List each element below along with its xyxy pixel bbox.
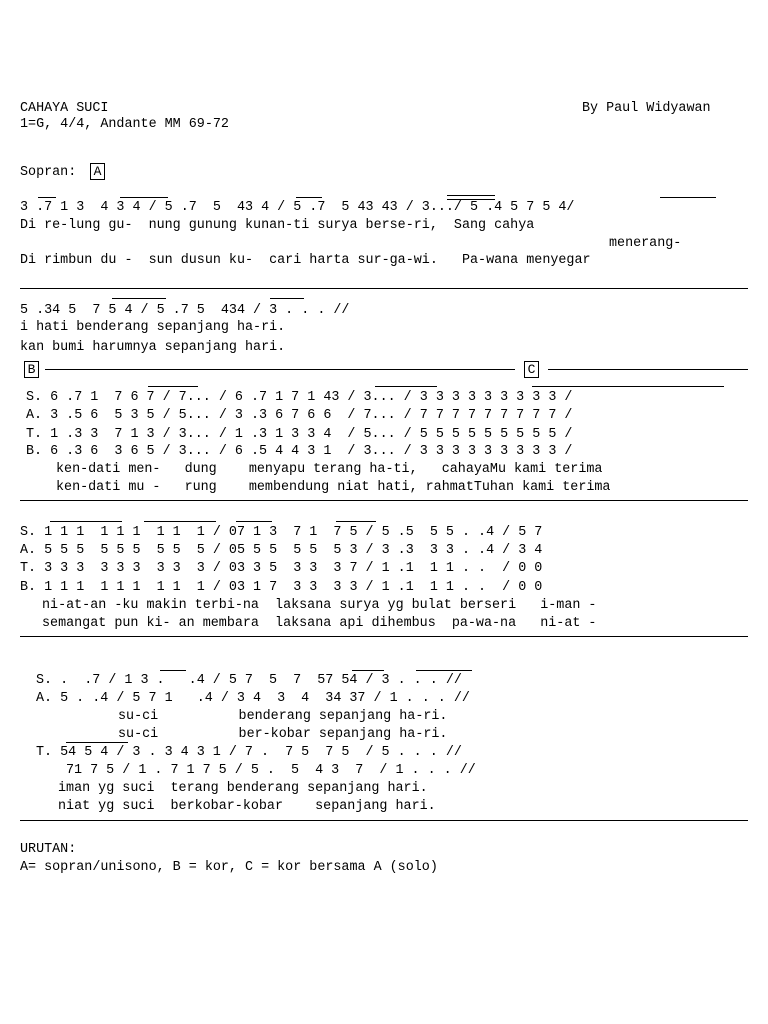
beam xyxy=(660,197,716,198)
lyric-line: ken-dati men- dung menyapu terang ha-ti, cahayaMu kami terima xyxy=(56,462,603,477)
section-marker-b: B xyxy=(24,361,39,378)
lyric-line: kan bumi harumnya sepanjang hari. xyxy=(20,340,286,355)
divider xyxy=(20,500,748,501)
bass-line: 71 7 5 / 1 . 7 1 7 5 / 5 . 5 4 3 7 / 1 . . . // xyxy=(66,763,476,778)
lyric-line: semangat pun ki- an membara laksana api dihembus pa-wa-na ni-at - xyxy=(42,616,597,631)
lyric-line: su-ci ber-kobar sepanjang ha-ri. xyxy=(118,727,448,742)
lyric-line: su-ci benderang sepanjang ha-ri. xyxy=(118,709,448,724)
lyric-line: ken-dati mu - rung membendung niat hati, rahmatTuhan kami terima xyxy=(56,480,611,495)
notes-line: 5 .34 5 7 5 4 / 5 .7 5 434 / 3 . . . // xyxy=(20,303,350,318)
lyric-line: iman yg suci terang benderang sepanjang hari. xyxy=(58,781,428,796)
lyric-line: ni-at-an -ku makin terbi-na laksana surya yg bulat berseri i-man - xyxy=(42,598,597,613)
beam xyxy=(148,386,198,387)
section-marker-a: A xyxy=(90,163,105,180)
lyric-line: menerang- xyxy=(609,236,682,251)
beam xyxy=(236,521,272,522)
alto-line: A. 3 .5 6 5 3 5 / 5... / 3 .3 6 7 6 6 / 7... / 7 7 7 7 7 7 7 7 7 / xyxy=(26,408,573,423)
soprano-line: S. 1 1 1 1 1 1 1 1 1 / 07 1 3 7 1 7 5 / 5 .5 5 5 . .4 / 5 7 xyxy=(20,525,543,540)
beam xyxy=(120,197,168,198)
order-title: URUTAN: xyxy=(20,842,77,857)
bass-line: B. 6 .3 6 3 6 5 / 3... / 6 .5 4 4 3 1 / 3... / 3 3 3 3 3 3 3 3 3 / xyxy=(26,444,573,459)
alto-line: A. 5 . .4 / 5 7 1 .4 / 3 4 3 4 34 37 / 1 . . . // xyxy=(36,691,470,706)
alto-line: A. 5 5 5 5 5 5 5 5 5 / 05 5 5 5 5 5 3 / 3 .3 3 3 . .4 / 3 4 xyxy=(20,543,543,558)
lyric-line: Di rimbun du - sun dusun ku- cari harta sur-ga-wi. Pa-wana menyegar xyxy=(20,253,591,268)
song-title: CAHAYA SUCI xyxy=(20,101,109,116)
beam xyxy=(447,195,495,196)
lyric-line: Di re-lung gu- nung gunung kunan-ti surya berse-ri, Sang cahya xyxy=(20,218,535,233)
divider xyxy=(20,288,748,289)
key-tempo: 1=G, 4/4, Andante MM 69-72 xyxy=(20,117,229,132)
lyric-line: niat yg suci berkobar-kobar sepanjang hari. xyxy=(58,799,436,814)
beam xyxy=(66,742,128,743)
bass-line: B. 1 1 1 1 1 1 1 1 1 / 03 1 7 3 3 3 3 / 1 .1 1 1 . . / 0 0 xyxy=(20,580,543,595)
divider xyxy=(20,820,748,821)
soprano-line: S. . .7 / 1 3 . .4 / 5 7 5 7 57 54 / 3 . . . // xyxy=(36,673,462,688)
notes-line: 3 .7 1 3 4 3 4 / 5 .7 5 43 4 / 5 .7 5 43 43 / 3.../ 5 .4 5 7 5 4/ xyxy=(20,200,575,215)
tenor-line: T. 54 5 4 / 3 . 3 4 3 1 / 7 . 7 5 7 5 / 5 . . . // xyxy=(36,745,462,760)
beam xyxy=(144,521,216,522)
beam xyxy=(160,670,186,671)
beam xyxy=(336,521,376,522)
beam xyxy=(112,298,166,299)
divider xyxy=(548,369,748,370)
beam xyxy=(375,386,437,387)
order-text: A= sopran/unisono, B = kor, C = kor bersama A (solo) xyxy=(20,860,438,875)
beam xyxy=(270,298,304,299)
tenor-line: T. 1 .3 3 7 1 3 / 3... / 1 .3 1 3 3 4 / 5... / 5 5 5 5 5 5 5 5 5 / xyxy=(26,427,573,442)
sopran-label: Sopran: xyxy=(20,165,77,180)
divider xyxy=(45,369,515,370)
beam xyxy=(532,386,724,387)
section-marker-c: C xyxy=(524,361,539,378)
divider xyxy=(20,636,748,637)
lyric-line: i hati benderang sepanjang ha-ri. xyxy=(20,320,286,335)
author: By Paul Widyawan xyxy=(582,101,711,116)
soprano-line: S. 6 .7 1 7 6 7 / 7... / 6 .7 1 7 1 43 / 3... / 3 3 3 3 3 3 3 3 3 / xyxy=(26,390,573,405)
beam xyxy=(38,197,56,198)
beam xyxy=(50,521,122,522)
beam xyxy=(352,670,384,671)
beam xyxy=(296,197,322,198)
beam xyxy=(416,670,472,671)
tenor-line: T. 3 3 3 3 3 3 3 3 3 / 03 3 5 3 3 3 7 / 1 .1 1 1 . . / 0 0 xyxy=(20,561,543,576)
